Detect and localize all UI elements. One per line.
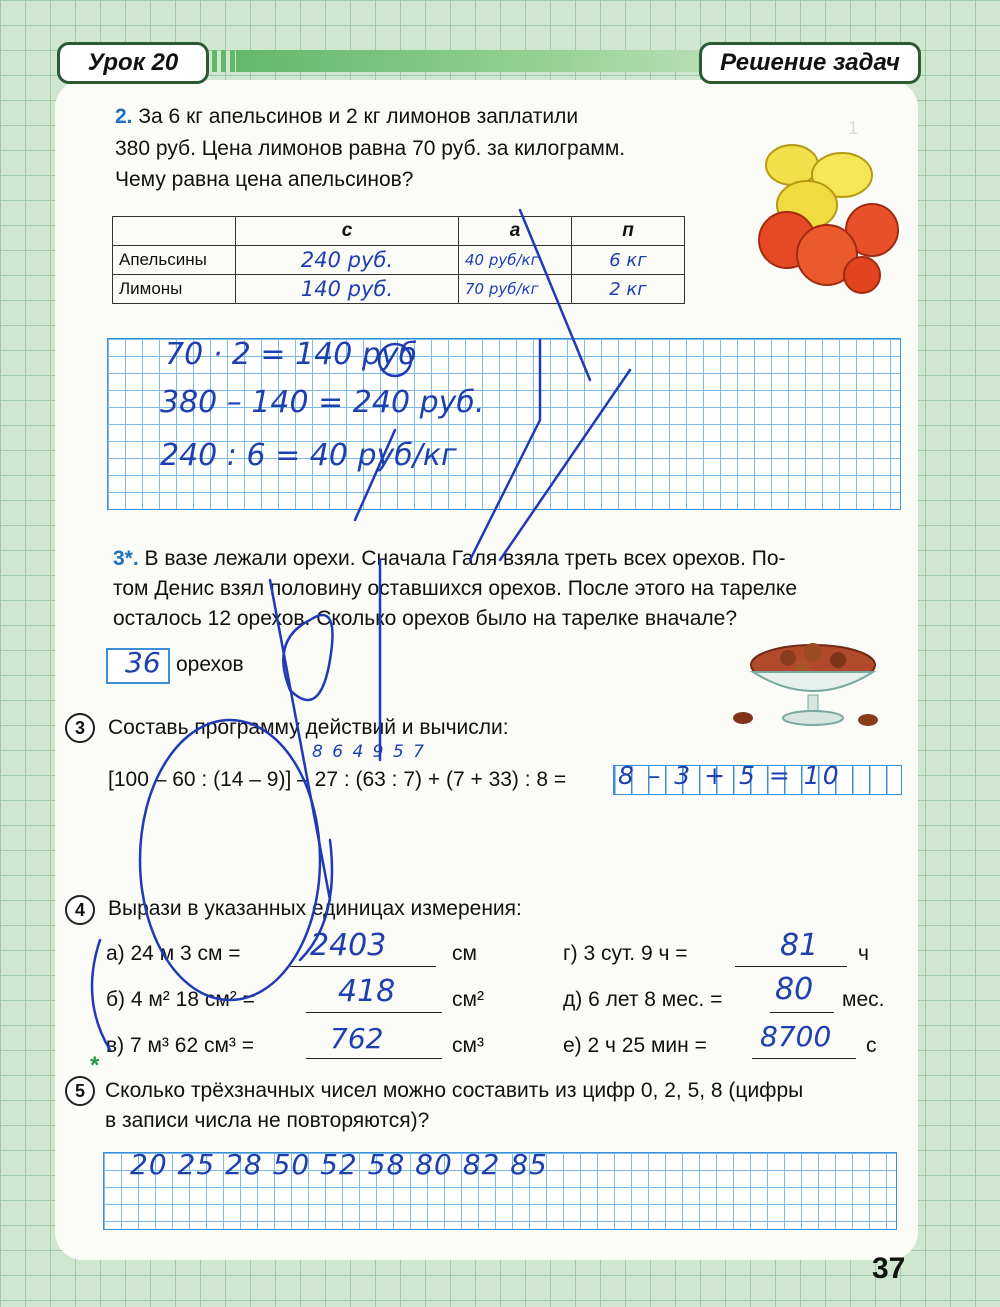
table-header-price: а — [459, 217, 572, 246]
solution-line-3: 240 : 6 = 40 руб/кг — [160, 438, 457, 473]
task5-line1: Сколько трёхзначных чисел можно составить из цифр 0, 2, 5, 8 (цифры — [105, 1079, 804, 1102]
task5-star: * — [90, 1052, 100, 1079]
task4-item-c-label: в) 7 м³ 62 см³ = — [106, 1034, 254, 1057]
task3star-answer: 36 — [125, 646, 161, 679]
bleed-through: 1 — [848, 118, 859, 138]
task4-item-a-unit: см — [452, 942, 477, 965]
table-header-quantity: п — [572, 217, 685, 246]
task2-line2: 380 руб. Цена лимонов равна 70 руб. за килограмм. — [115, 137, 626, 160]
task4-item-a-answer: 2403 — [310, 928, 387, 963]
task4-item-b-answer: 418 — [338, 974, 396, 1009]
task4-item-e-label: е) 2 ч 25 мин = — [563, 1034, 707, 1057]
task3-answer: 8 – 3 + 5 = 10 — [618, 761, 842, 790]
task4-item-g-answer: 81 — [780, 928, 819, 963]
task3-expression: [100 – 60 : (14 – 9)] – 27 : (63 : 7) + (7 + 33) : 8 = — [108, 768, 567, 791]
cell-quantity: 2 кг — [572, 275, 685, 304]
task2-line3: Чему равна цена апельсинов? — [115, 168, 414, 191]
page-number: 37 — [872, 1252, 906, 1285]
table-header-cost: с — [236, 217, 459, 246]
task3star-line1: 3*. В вазе лежали орехи. Сначала Галя взяла треть всех орехов. По- — [113, 547, 786, 570]
task4-number: 4 — [65, 895, 95, 925]
cell-price: 70 руб/кг — [459, 275, 572, 304]
task5-line2: в записи числа не повторяются)? — [105, 1109, 430, 1132]
topic-label: Решение задач — [699, 42, 921, 84]
task4-item-b-label: б) 4 м² 18 см² = — [106, 988, 255, 1011]
cell-quantity: 6 кг — [572, 246, 685, 275]
task4-item-e-unit: с — [866, 1034, 877, 1057]
task2-line1: 2. За 6 кг апельсинов и 2 кг лимонов заплатили — [115, 105, 579, 128]
task4-item-d-label: д) 6 лет 8 мес. = — [563, 988, 723, 1011]
task2-number: 2. — [115, 105, 133, 128]
task4-item-c-unit: см³ — [452, 1034, 484, 1057]
cell-cost: 240 руб. — [236, 246, 459, 275]
task4-item-e-answer: 8700 — [760, 1020, 832, 1053]
task3-text: Составь программу действий и вычисли: — [108, 716, 509, 739]
solution-line-1: 70 · 2 = 140 руб — [165, 337, 418, 372]
task4-text: Вырази в указанных единицах измерения: — [108, 897, 522, 920]
task4-item-d-answer: 80 — [775, 972, 814, 1007]
task5-number: 5 — [65, 1076, 95, 1106]
task3star-number: 3*. — [113, 547, 139, 570]
task4-item-c-answer: 762 — [330, 1022, 384, 1055]
solution-line-2: 380 – 140 = 240 руб. — [160, 385, 485, 420]
task4-item-a-label: а) 24 м 3 см = — [106, 942, 241, 965]
task3-number: 3 — [65, 713, 95, 743]
task3star-line2: том Денис взял половину оставшихся орехов. После этого на тарелке — [113, 577, 798, 600]
task4-item-g-label: г) 3 сут. 9 ч = — [563, 942, 688, 965]
task4-item-d-unit: мес. — [842, 988, 885, 1011]
cell-price: 40 руб/кг — [459, 246, 572, 275]
row-name: Лимоны — [113, 275, 236, 304]
task4-item-g-unit: ч — [858, 942, 869, 965]
task3star-unit: орехов — [176, 653, 244, 676]
task4-item-b-unit: см² — [452, 988, 484, 1011]
lesson-label: Урок 20 — [57, 42, 209, 84]
task3-step-marks: 8 6 4 9 5 7 — [312, 742, 426, 762]
row-name: Апельсины — [113, 246, 236, 275]
cell-cost: 140 руб. — [236, 275, 459, 304]
task5-answer: 20 25 28 50 52 58 80 82 85 — [130, 1148, 548, 1181]
task3star-line3: осталось 12 орехов. Сколько орехов было на тарелке вначале? — [113, 607, 738, 630]
